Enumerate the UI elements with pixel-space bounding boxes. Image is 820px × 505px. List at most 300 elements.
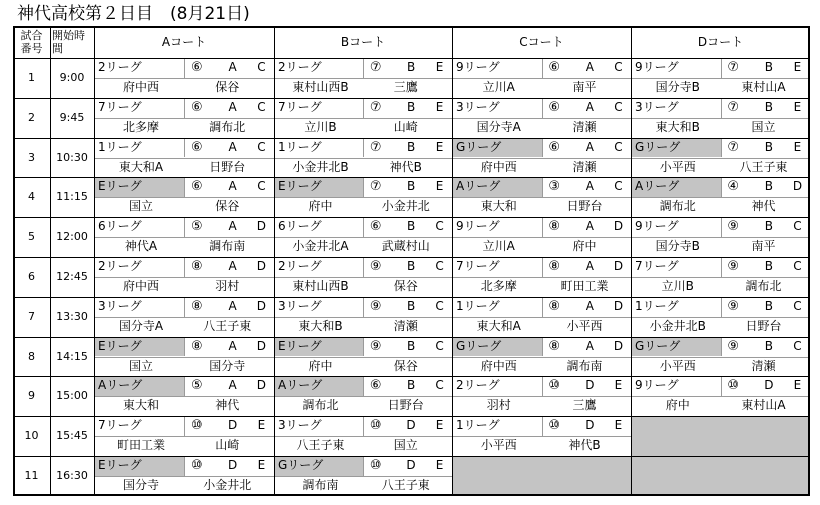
slot-2: D [613, 219, 624, 234]
slot-2: D [613, 338, 624, 353]
slot-2: D [792, 179, 803, 194]
header-court-2: Bコート [340, 35, 386, 49]
team-1: 国分寺 [122, 477, 159, 492]
league-divider [542, 376, 543, 396]
team-1: 国分寺A [476, 119, 521, 134]
league-divider [363, 416, 364, 436]
team-1: 府中 [308, 199, 333, 214]
cell-mid-line [632, 357, 810, 358]
round-number: ⑨ [369, 298, 382, 314]
league-divider [721, 376, 722, 396]
grid-right [808, 26, 810, 496]
slot-2: C [614, 60, 623, 74]
round-number: ⑨ [727, 338, 740, 354]
slot-1: A [585, 219, 594, 234]
round-number: ⑤ [190, 219, 203, 235]
team-2: 調布北 [209, 119, 246, 134]
slot-2: D [256, 378, 267, 393]
league-divider [721, 177, 722, 197]
slot-1: B [764, 99, 773, 114]
team-2: 神代B [568, 438, 601, 453]
team-2: 三鷹 [393, 79, 418, 94]
header-start-time-line1: 開始時 [52, 29, 85, 42]
slot-1: B [764, 219, 773, 234]
header-match-no [13, 26, 50, 58]
cell-mid-line [95, 436, 274, 437]
slot-1: B [406, 378, 416, 393]
cell-mid-line [453, 78, 631, 79]
cell-mid-line [275, 436, 452, 437]
team-1: 立川B [661, 278, 694, 293]
cell-mid-line [95, 396, 274, 397]
round-number: ⑧ [190, 338, 203, 354]
grid-row-line [13, 257, 810, 258]
start-time: 10:30 [56, 150, 88, 164]
round-number: ⑨ [369, 338, 382, 354]
team-2: 東村山A [741, 398, 786, 413]
league-label: Gリーグ [278, 458, 324, 472]
team-2: 八王子東 [203, 318, 252, 333]
slot-2: E [435, 458, 444, 472]
league-label: 1リーグ [456, 298, 500, 313]
grid-top [13, 26, 810, 28]
round-number: ⑨ [727, 259, 740, 274]
cell-mid-line [275, 277, 452, 278]
team-2: 調布南 [209, 239, 246, 254]
team-2: 小金井北 [381, 199, 430, 214]
team-1: 調布南 [302, 477, 339, 492]
league-divider [721, 257, 722, 277]
grid-row-line [13, 297, 810, 298]
league-divider [363, 217, 364, 237]
slot-1: B [764, 60, 773, 74]
slot-1: B [406, 60, 416, 74]
team-1: 国立 [128, 358, 153, 373]
team-2: 武蔵村山 [381, 239, 430, 254]
header-court-4: Dコート [697, 35, 744, 49]
league-divider [542, 217, 543, 237]
match-number: 6 [28, 270, 35, 283]
slot-2: C [257, 179, 266, 194]
slot-2: C [435, 298, 444, 313]
team-2: 国分寺 [209, 358, 246, 373]
round-number: ⑩ [369, 458, 382, 473]
round-number: ⑥ [548, 99, 561, 115]
league-divider [363, 257, 364, 277]
round-number: ⑧ [548, 338, 561, 354]
cell-mid-line [275, 476, 452, 477]
league-label: Eリーグ [278, 179, 322, 194]
round-number: ⑥ [190, 139, 203, 155]
match-number: 4 [28, 190, 35, 204]
slot-1: A [228, 298, 237, 313]
league-divider [184, 58, 185, 78]
slot-2: D [256, 259, 267, 273]
cell-mid-line [632, 118, 810, 119]
team-1: 東大和 [480, 199, 517, 214]
cell-mid-line [453, 396, 631, 397]
slot-1: B [406, 139, 416, 154]
start-time: 9:45 [59, 110, 85, 124]
cell-mid-line [95, 237, 274, 238]
cell-mid-line [453, 118, 631, 119]
team-2: 日野台 [387, 398, 424, 413]
league-divider [184, 217, 185, 237]
team-1: 府中西 [122, 79, 159, 94]
league-divider [184, 98, 185, 118]
league-label: 2リーグ [98, 259, 142, 273]
round-number: ⑥ [190, 99, 203, 115]
cell-mid-line [453, 237, 631, 238]
start-time: 15:45 [56, 429, 88, 443]
match-number: 1 [28, 71, 35, 84]
team-2: 東村山A [741, 79, 786, 94]
league-divider [542, 297, 543, 317]
round-number: ⑨ [369, 259, 382, 274]
team-2: 保谷 [215, 199, 240, 214]
grid-bottom [13, 494, 810, 496]
round-number: ⑥ [190, 60, 203, 75]
slot-1: B [764, 298, 773, 313]
round-number: ⑦ [727, 99, 740, 115]
league-divider [184, 376, 185, 396]
league-divider [184, 257, 185, 277]
league-divider [184, 297, 185, 317]
slot-1: D [585, 378, 595, 393]
cell-mid-line [632, 237, 810, 238]
league-divider [363, 376, 364, 396]
team-1: 府中西 [122, 278, 159, 293]
league-divider [363, 98, 364, 118]
league-divider [542, 416, 543, 436]
slot-1: A [585, 338, 594, 353]
league-divider [721, 217, 722, 237]
slot-2: C [793, 219, 802, 234]
slot-1: A [585, 179, 594, 194]
slot-1: B [406, 338, 416, 353]
slot-2: C [257, 99, 266, 114]
cell-mid-line [275, 118, 452, 119]
slot-2: C [793, 259, 802, 273]
slot-2: E [614, 378, 623, 393]
header-start-time [50, 26, 94, 58]
league-label: 7リーグ [456, 259, 500, 273]
slot-1: D [227, 418, 238, 433]
team-1: 府中 [665, 398, 690, 413]
match-number: 3 [28, 150, 35, 164]
team-2: 小金井北 [203, 477, 252, 492]
league-divider [542, 337, 543, 357]
league-divider [721, 58, 722, 78]
slot-2: C [793, 338, 802, 353]
match-number: 10 [24, 429, 39, 443]
league-divider [542, 58, 543, 78]
round-number: ⑦ [369, 60, 382, 75]
round-number: ⑥ [369, 219, 382, 235]
slot-1: A [228, 179, 237, 194]
empty-slot [632, 457, 810, 496]
cell-mid-line [275, 396, 452, 397]
cell-mid-line [95, 277, 274, 278]
league-label: 7リーグ [98, 418, 142, 433]
slot-2: C [435, 378, 444, 393]
league-label: Aリーグ [456, 179, 501, 194]
cell-mid-line [632, 277, 810, 278]
slot-2: D [256, 219, 267, 234]
cell-mid-line [453, 277, 631, 278]
team-1: 国分寺B [655, 79, 700, 94]
league-divider [542, 138, 543, 158]
slot-1: A [228, 338, 237, 353]
grid-row-line [13, 177, 810, 178]
slot-1: B [406, 298, 416, 313]
league-label: 1リーグ [278, 139, 322, 154]
grid-row-line [13, 416, 810, 417]
start-time: 9:00 [59, 71, 85, 84]
cell-mid-line [453, 436, 631, 437]
team-1: 立川A [482, 239, 515, 254]
league-divider [363, 337, 364, 357]
team-1: 小平西 [480, 438, 517, 453]
league-label: 7リーグ [635, 259, 679, 273]
league-divider [184, 138, 185, 158]
cell-mid-line [453, 197, 631, 198]
slot-1: A [228, 139, 237, 154]
round-number: ⑩ [548, 418, 561, 434]
slot-2: E [793, 60, 802, 74]
round-number: ⑥ [190, 179, 203, 195]
league-label: Eリーグ [278, 338, 322, 353]
match-number: 7 [28, 309, 35, 323]
league-divider [363, 177, 364, 197]
cell-mid-line [632, 158, 810, 159]
round-number: ⑧ [190, 259, 203, 274]
team-2: 八王子東 [381, 477, 430, 492]
league-label: 7リーグ [98, 99, 142, 114]
round-number: ⑦ [369, 99, 382, 115]
grid-row-line [13, 456, 810, 457]
league-label: Aリーグ [278, 378, 323, 393]
team-2: 羽村 [215, 278, 240, 293]
cell-mid-line [453, 158, 631, 159]
league-divider [721, 98, 722, 118]
cell-mid-line [95, 317, 274, 318]
header-court-3: Cコート [519, 35, 564, 49]
slot-1: A [585, 99, 594, 114]
league-label: Aリーグ [635, 179, 680, 194]
match-number: 8 [28, 349, 35, 363]
team-1: 東村山西B [292, 79, 349, 94]
grid-col-line [274, 26, 275, 496]
empty-slot [632, 417, 810, 456]
slot-2: E [614, 418, 623, 433]
team-2: 清瀬 [572, 119, 597, 134]
round-number: ⑥ [548, 139, 561, 155]
team-1: 調布北 [302, 398, 339, 413]
team-2: 町田工業 [560, 278, 609, 293]
team-2: 神代 [215, 398, 240, 413]
slot-2: D [256, 298, 267, 313]
slot-2: D [613, 298, 624, 313]
slot-2: E [793, 378, 802, 393]
league-label: Aリーグ [98, 378, 143, 393]
team-2: 国立 [751, 119, 776, 134]
match-number: 5 [28, 230, 35, 244]
cell-mid-line [275, 357, 452, 358]
grid-left [13, 26, 15, 496]
round-number: ⑩ [548, 378, 561, 394]
league-label: Gリーグ [635, 338, 681, 353]
start-time: 14:15 [56, 349, 88, 363]
team-1: 東村山西B [292, 278, 349, 293]
round-number: ⑤ [190, 378, 203, 394]
league-label: 1リーグ [98, 139, 142, 154]
team-2: 清瀬 [751, 358, 776, 373]
slot-1: D [227, 458, 238, 472]
schedule-table [13, 26, 810, 496]
slot-2: D [256, 338, 267, 353]
league-divider [184, 416, 185, 436]
league-divider [721, 337, 722, 357]
cell-mid-line [95, 476, 274, 477]
cell-mid-line [95, 78, 274, 79]
league-label: Eリーグ [98, 338, 142, 353]
league-label: 7リーグ [278, 99, 322, 114]
round-number: ⑥ [548, 60, 561, 75]
team-2: 山崎 [393, 119, 418, 134]
slot-2: C [614, 139, 623, 154]
start-time: 11:15 [56, 190, 88, 204]
round-number: ⑦ [369, 139, 382, 155]
team-2: 日野台 [209, 159, 246, 174]
match-number: 11 [24, 469, 39, 482]
league-label: 9リーグ [635, 378, 679, 393]
match-number: 2 [28, 110, 35, 124]
team-1: 東大和A [118, 159, 164, 174]
team-1: 調布北 [659, 199, 696, 214]
league-label: 1リーグ [456, 418, 500, 433]
slot-1: B [764, 338, 773, 353]
team-1: 立川B [304, 119, 337, 134]
team-2: 保谷 [215, 79, 240, 94]
grid-col-line [50, 26, 51, 496]
team-1: 北多摩 [480, 278, 517, 293]
round-number: ⑨ [727, 219, 740, 235]
slot-1: A [585, 60, 594, 74]
start-time: 16:30 [56, 469, 88, 482]
cell-mid-line [275, 317, 452, 318]
slot-2: C [793, 298, 802, 313]
slot-2: E [435, 139, 444, 154]
team-1: 国分寺A [118, 318, 164, 333]
slot-1: D [406, 458, 416, 472]
league-divider [363, 297, 364, 317]
slot-1: D [764, 378, 774, 393]
cell-mid-line [95, 118, 274, 119]
league-label: Gリーグ [635, 139, 681, 154]
start-time: 15:00 [56, 389, 88, 403]
slot-1: B [764, 259, 773, 273]
grid-row-line [13, 217, 810, 218]
round-number: ⑨ [727, 298, 740, 314]
team-1: 小金井北B [292, 159, 349, 174]
slot-2: E [435, 179, 444, 194]
team-1: 東大和 [122, 398, 159, 413]
league-label: 3リーグ [635, 99, 679, 114]
round-number: ⑦ [727, 60, 740, 75]
slot-1: A [228, 99, 237, 114]
page-title: 神代高校第２日目 (8月21日) [17, 4, 250, 24]
team-1: 小金井北A [292, 239, 349, 254]
league-divider [184, 456, 185, 476]
round-number: ⑩ [190, 418, 203, 434]
round-number: ⑧ [548, 219, 561, 235]
slot-2: E [435, 99, 444, 114]
cell-mid-line [453, 317, 631, 318]
league-label: 3リーグ [456, 99, 500, 114]
league-label: Gリーグ [456, 139, 502, 154]
slot-1: D [585, 418, 595, 433]
slot-2: E [793, 99, 802, 114]
slot-2: C [614, 179, 623, 194]
round-number: ⑥ [369, 378, 382, 394]
header-match-no-line2: 番号 [20, 42, 43, 55]
team-2: 小平西 [566, 318, 603, 333]
team-1: 東大和B [298, 318, 343, 333]
grid-row-line [13, 376, 810, 377]
league-label: 2リーグ [98, 60, 142, 74]
slot-1: B [406, 219, 416, 234]
slot-1: B [406, 259, 416, 273]
slot-1: A [585, 259, 594, 273]
team-1: 神代A [124, 239, 158, 254]
cell-mid-line [95, 357, 274, 358]
team-1: 東大和A [476, 318, 521, 333]
empty-slot [453, 457, 631, 496]
match-number: 9 [28, 389, 35, 403]
league-label: 2リーグ [456, 378, 500, 393]
slot-1: A [585, 298, 594, 313]
team-2: 日野台 [566, 199, 603, 214]
slot-2: C [435, 259, 444, 273]
slot-1: A [228, 219, 237, 234]
team-2: 八王子東 [739, 159, 788, 174]
round-number: ⑩ [190, 458, 203, 473]
slot-2: C [614, 99, 623, 114]
league-label: 9リーグ [456, 219, 500, 234]
team-2: 保谷 [393, 278, 418, 293]
grid-col-line [94, 26, 95, 496]
header-start-time-line2: 間 [52, 42, 63, 55]
league-divider [721, 297, 722, 317]
header-match-no-line1: 試合 [20, 29, 43, 42]
cell-mid-line [275, 197, 452, 198]
slot-1: B [406, 179, 416, 194]
slot-2: C [435, 219, 444, 234]
league-label: 6リーグ [278, 219, 322, 234]
league-label: 3リーグ [278, 418, 322, 433]
grid-col-line [452, 26, 453, 496]
slot-2: E [257, 458, 266, 472]
league-label: 3リーグ [98, 298, 142, 313]
grid-row-line [13, 138, 810, 139]
grid-col-line [631, 26, 632, 496]
team-1: 八王子東 [296, 438, 345, 453]
slot-1: A [585, 139, 594, 154]
league-divider [721, 138, 722, 158]
team-1: 府中 [308, 358, 333, 373]
cell-mid-line [95, 197, 274, 198]
